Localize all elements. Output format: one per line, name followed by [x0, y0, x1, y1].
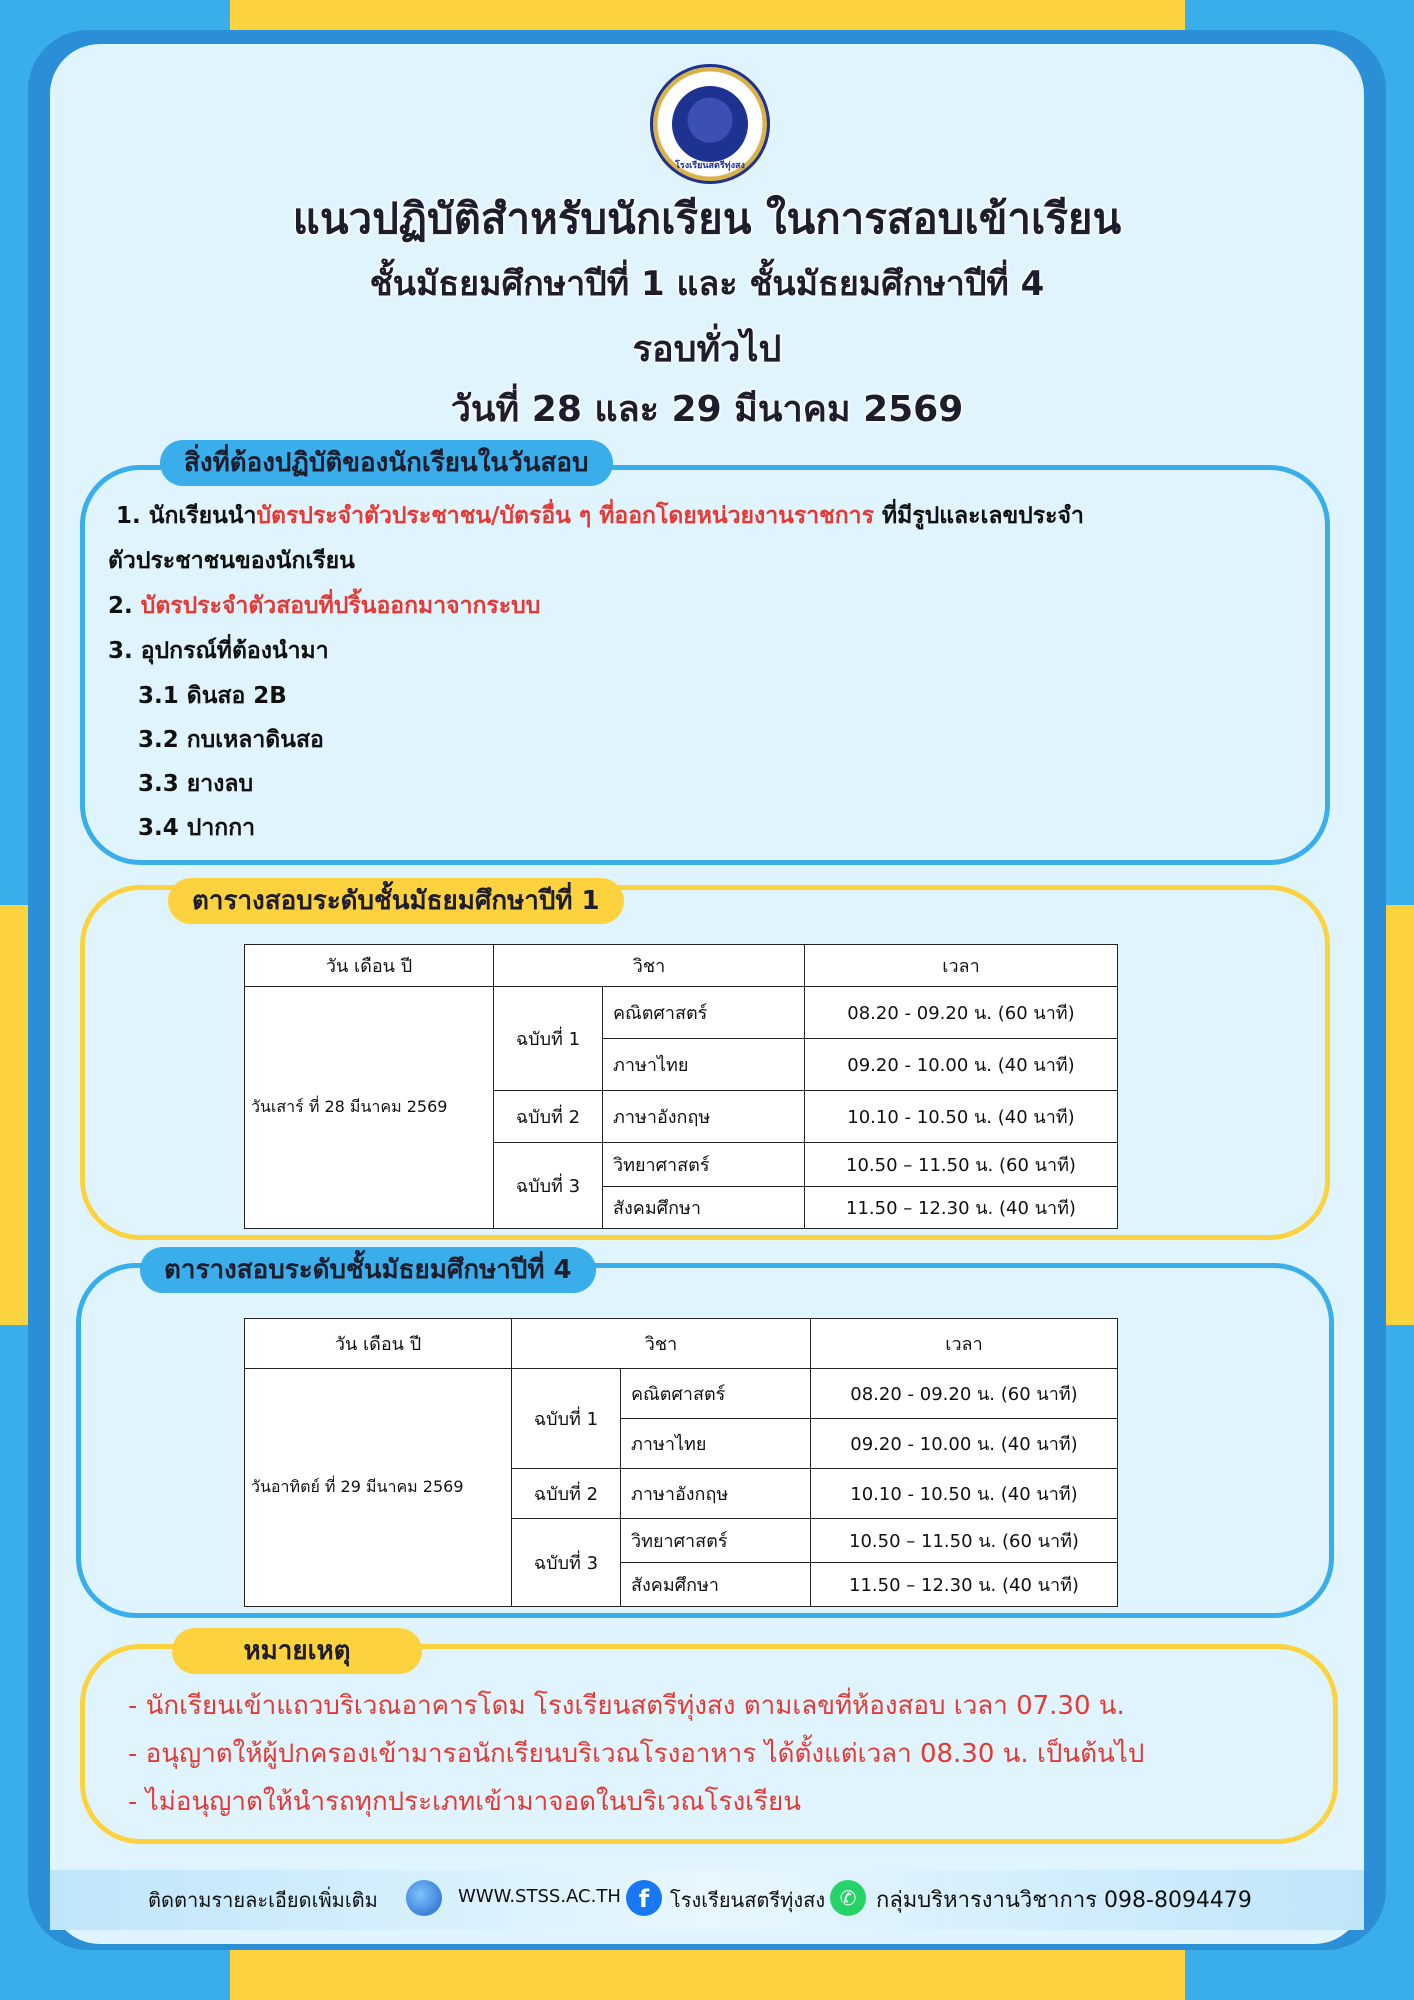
time-cell: 10.50 – 11.50 น. (60 นาที) [811, 1519, 1118, 1563]
col-date-header: วัน เดือน ปี [245, 1319, 512, 1369]
exam-date: วันเสาร์ ที่ 28 มีนาคม 2569 [245, 987, 494, 1229]
rule-item-2 [108, 588, 540, 624]
note-item: - นักเรียนเข้าแถวบริเวณอาคารโดม โรงเรียนสตรีทุ่งสง ตามเลขที่ห้องสอบ เวลา 07.30 น. [128, 1691, 1125, 1721]
rule-item-3: 3. อุปกรณ์ที่ต้องนำมา [108, 638, 329, 664]
notes-heading: หมายเหตุ [172, 1628, 422, 1674]
m1-schedule-heading: ตารางสอบระดับชั้นมัธยมศึกษาปีที่ 1 [168, 878, 624, 924]
time-cell: 08.20 - 09.20 น. (60 นาที) [805, 987, 1118, 1039]
rule-item-1-line2: ตัวประชาชนของนักเรียน [108, 548, 355, 574]
subject-cell: ภาษาไทย [603, 1039, 805, 1091]
rule-sub-item: 3.3 ยางลบ [138, 771, 254, 797]
m4-schedule-table [244, 1318, 1118, 1607]
rule-sub-item: 3.1 ดินสอ 2B [138, 683, 287, 709]
subject-cell: สังคมศึกษา [621, 1563, 811, 1607]
time-cell: 10.10 - 10.50 น. (40 นาที) [811, 1469, 1118, 1519]
rule-sub-item: 3.4 ปากกา [138, 815, 256, 841]
logo-emblem-icon [672, 86, 748, 162]
title-round: รอบทั่วไป [632, 329, 782, 370]
rule-item-1 [116, 498, 1084, 534]
subject-cell: วิทยาศาสตร์ [621, 1519, 811, 1563]
subject-cell: ภาษาอังกฤษ [621, 1469, 811, 1519]
table-header-row [245, 1319, 1118, 1369]
contact-info: กลุ่มบริหารงานวิชาการ 098-8094479 [876, 1888, 1252, 1913]
facebook-page-link[interactable]: โรงเรียนสตรีทุ่งสง [670, 1888, 826, 1912]
title-dates: วันที่ 28 และ 29 มีนาคม 2569 [450, 389, 964, 430]
time-cell: 10.10 - 10.50 น. (40 นาที) [805, 1091, 1118, 1143]
logo-text: โรงเรียนสตรีทุ่งสง [675, 161, 745, 171]
subject-cell: วิทยาศาสตร์ [603, 1143, 805, 1187]
subject-cell: คณิตศาสตร์ [603, 987, 805, 1039]
col-subject-header: วิชา [494, 945, 805, 987]
m1-schedule-table [244, 944, 1118, 1229]
time-cell: 09.20 - 10.00 น. (40 นาที) [805, 1039, 1118, 1091]
subject-cell: ภาษาไทย [621, 1419, 811, 1469]
page-title: แนวปฏิบัติสำหรับนักเรียน ในการสอบเข้าเรียน [292, 194, 1122, 243]
subject-cell: ภาษาอังกฤษ [603, 1091, 805, 1143]
title-grades: ชั้นมัธยมศึกษาปีที่ 1 และ ชั้นมัธยมศึกษาปีที่ 4 [369, 264, 1045, 304]
exam-date: วันอาทิตย์ ที่ 29 มีนาคม 2569 [245, 1369, 512, 1607]
note-item: - อนุญาตให้ผู้ปกครองเข้ามารอนักเรียนบริเวณโรงอาหาร ได้ตั้งแต่เวลา 08.30 น. เป็นต้นไป [128, 1739, 1145, 1769]
paper-label: ฉบับที่ 1 [494, 987, 603, 1091]
note-item: - ไม่อนุญาตให้นำรถทุกประเภทเข้ามาจอดในบริเวณโรงเรียน [128, 1787, 802, 1817]
col-time-header: เวลา [811, 1319, 1118, 1369]
globe-icon [406, 1880, 442, 1916]
m4-schedule-heading: ตารางสอบระดับชั้นมัธยมศึกษาปีที่ 4 [140, 1247, 596, 1293]
time-cell: 09.20 - 10.00 น. (40 นาที) [811, 1419, 1118, 1469]
facebook-icon[interactable]: f [626, 1880, 662, 1916]
table-row [245, 1369, 1118, 1419]
footer-follow-text: ติดตามรายละเอียดเพิ่มเติม [148, 1888, 378, 1912]
website-link[interactable]: WWW.STSS.AC.TH [458, 1886, 621, 1907]
school-logo [650, 64, 770, 184]
time-cell: 08.20 - 09.20 น. (60 นาที) [811, 1369, 1118, 1419]
time-cell: 11.50 – 12.30 น. (40 นาที) [811, 1563, 1118, 1607]
col-date-header: วัน เดือน ปี [245, 945, 494, 987]
paper-label: ฉบับที่ 2 [494, 1091, 603, 1143]
rule-item-1-highlight: บัตรประจำตัวประชาชน/บัตรอื่น ๆ ที่ออกโดยหน่วยงานราชการ [256, 503, 874, 529]
phone-icon: ✆ [830, 1880, 866, 1916]
paper-label: ฉบับที่ 2 [512, 1469, 621, 1519]
col-subject-header: วิชา [512, 1319, 811, 1369]
paper-label: ฉบับที่ 1 [512, 1369, 621, 1469]
rules-heading: สิ่งที่ต้องปฏิบัติของนักเรียนในวันสอบ [160, 440, 613, 486]
rule-item-2-highlight: บัตรประจำตัวสอบที่ปริ้นออกมาจากระบบ [140, 593, 541, 619]
table-header-row [245, 945, 1118, 987]
table-row [245, 987, 1118, 1039]
subject-cell: คณิตศาสตร์ [621, 1369, 811, 1419]
paper-label: ฉบับที่ 3 [494, 1143, 603, 1229]
col-time-header: เวลา [805, 945, 1118, 987]
time-cell: 10.50 – 11.50 น. (60 นาที) [805, 1143, 1118, 1187]
rule-item-2-number: 2. [108, 593, 141, 619]
time-cell: 11.50 – 12.30 น. (40 นาที) [805, 1187, 1118, 1229]
rule-item-1-prefix: 1. นักเรียนนำ [116, 503, 257, 529]
rule-sub-item: 3.2 กบเหลาดินสอ [138, 727, 324, 753]
rule-item-1-suffix: ที่มีรูปและเลขประจำ [873, 503, 1084, 529]
paper-label: ฉบับที่ 3 [512, 1519, 621, 1607]
subject-cell: สังคมศึกษา [603, 1187, 805, 1229]
